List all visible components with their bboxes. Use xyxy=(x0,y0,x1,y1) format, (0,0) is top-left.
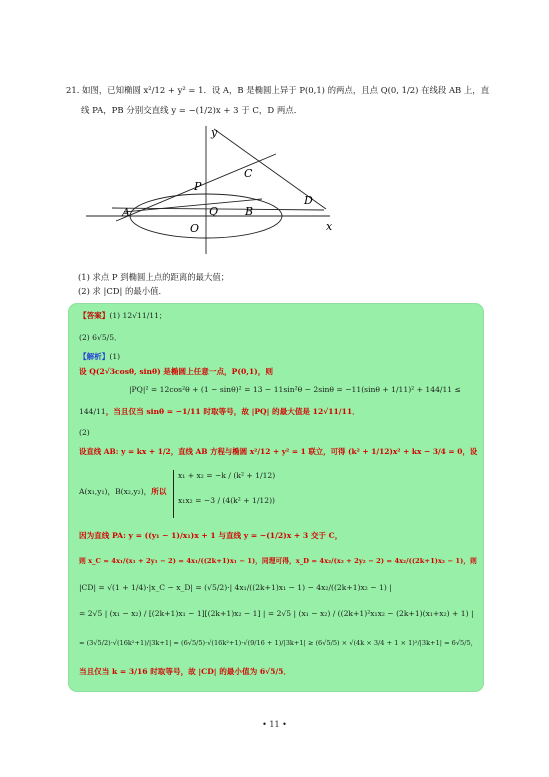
label-d: D xyxy=(304,194,313,207)
solution-line-5: 设直线 AB: y = kx + 1/2，直线 AB 方程与椭圆 x²/12 + y² = 1 联立，可得 (k² + 1/12)x² + kx − 3/4 = 0，设 xyxy=(79,447,478,456)
problem-statement xyxy=(66,80,496,120)
solution-line-3 xyxy=(79,406,360,417)
label-q: Q xyxy=(209,205,219,218)
label-p: P xyxy=(194,180,202,193)
vieta-system xyxy=(173,470,275,518)
solution-so: 所以 xyxy=(151,487,167,496)
problem-line-1: 21. 如图，已知椭圆 x²/12 + y² = 1．设 A，B 是椭圆上异于 P(0,1) 的两点，且点 Q(0, 1/2) 在线段 AB 上，直 xyxy=(66,85,490,95)
label-x: x xyxy=(326,220,333,233)
sub-questions xyxy=(78,270,229,298)
solution-line-1: 设 Q(2√3cosθ, sinθ) 是椭圆上任意一点，P(0,1)，则 xyxy=(79,367,273,376)
answer-2: (2) 6√5/5． xyxy=(79,333,122,342)
label-o: O xyxy=(190,222,200,235)
answer-tag: 【答案】 xyxy=(79,311,110,320)
label-c: C xyxy=(244,167,253,180)
solution-tag: 【解析】 xyxy=(79,352,110,361)
solution-line-10: = 2√5 | (x₁ − x₂) / [(2k+1)x₁ − 1][(2k+1)x₂ − 1] | = 2√5 | (x₁ − x₂) / ((2k+1)²x₁x₂ − (2k+1)(x₁+x₂) + 1) | xyxy=(79,609,474,618)
sub-question-1: (1) 求点 P 到椭圆上点的距离的最大值； xyxy=(78,272,230,282)
solution-line-12: 当且仅当 k = 3/16 时取等号，故 |CD| 的最小值为 6√5/5． xyxy=(79,667,292,676)
solution-line-3-value: 144/11 xyxy=(79,407,106,416)
solution-line-9: |CD| = √(1 + 1/4)·|x_C − x_D| = (√5/2)·| 4x₁/((2k+1)x₁ − 1) − 4x₂/((2k+1)x₂ − 1) | xyxy=(79,583,392,592)
solution-points: A(x₁,y₁)，B(x₂,y₂)， xyxy=(79,487,152,496)
solution-line-3-text: ，当且仅当 sinθ = −1/11 时取等号，故 |PQ| 的最大值是 12√11/11． xyxy=(105,407,360,416)
solution-part-1: (1) xyxy=(109,352,121,361)
solution-line-8: 则 x_C = 4x₁/(x₁ + 2y₁ − 2) = 4x₁/((2k+1)x₁ − 1)，同理可得，x_D = 4x₂/(x₂ + 2y₂ − 2) = 4x₂/((2k+1)x₂ − 1)，则 xyxy=(79,557,477,565)
solution-line-7: 因为直线 PA: y = ((y₁ − 1)/x₁)x + 1 与直线 y = −(1/2)x + 3 交于 C， xyxy=(79,531,343,540)
label-b: B xyxy=(245,205,254,218)
solution-line-2: |PQ|² = 12cos²θ + (1 − sinθ)² = 13 − 11sin²θ − 2sinθ = −11(sinθ + 1/11)² + 144/11 ≤ xyxy=(129,385,461,394)
solution-line-tag xyxy=(79,351,120,362)
vieta-product: x₁x₂ = −3 / (4(k² + 1/12)) xyxy=(178,496,275,505)
sub-question-2: (2) 求 |CD| 的最小值． xyxy=(78,286,167,296)
label-a: A xyxy=(122,206,130,219)
problem-line-2: 线 PA，PB 分别交直线 y = −(1/2)x + 3 于 C，D 两点． xyxy=(81,105,303,115)
page-number: • 11 • xyxy=(262,720,287,729)
solution-line-6 xyxy=(79,486,166,497)
answer-box xyxy=(68,303,484,692)
label-y: y xyxy=(211,126,218,139)
solution-line-11: = (3√5/2)·√(16k²+1)/|3k+1| = (6√5/5)·√(16k²+1)·√(9/16 + 1)/|3k+1| ≥ (6√5/5) × √(4k × 3/4 + 1 × 1)²/|3k+1| = 6√5/5， xyxy=(79,639,478,647)
answer-1: (1) 12√11/11； xyxy=(109,311,167,320)
line-ab xyxy=(124,199,262,212)
answer-line-1 xyxy=(79,310,167,321)
solution-part-2: (2) xyxy=(79,428,90,437)
ellipse-figure xyxy=(86,124,342,264)
vieta-sum: x₁ + x₂ = −k / (k² + 1/12) xyxy=(178,471,276,480)
